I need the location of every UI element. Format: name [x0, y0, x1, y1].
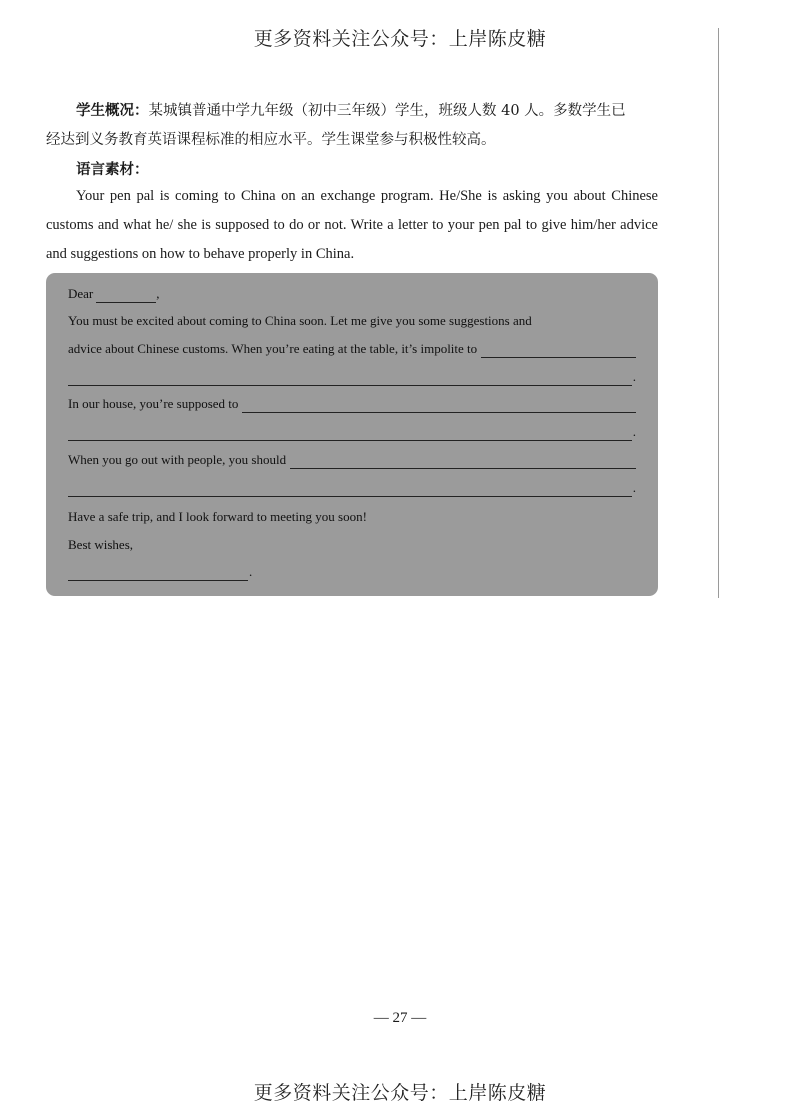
language-material-label: 语言素材： [76, 161, 149, 178]
page-header: 更多资料关注公众号：上岸陈皮糖 [253, 28, 547, 50]
writing-prompt: Your pen pal is coming to China on an exchange program. He/She is asking you about Chinese customs and what he/ she is supposed to do or not. Write a letter to your pen pal to give him/her advice and suggestions on how to behave properly in China. [46, 188, 658, 262]
house-blank-2[interactable] [68, 426, 632, 441]
student-profile-line-1 [46, 96, 666, 126]
table-manners-blank-2[interactable] [68, 371, 632, 386]
letter-intro-line-2 [68, 340, 636, 358]
student-profile-text-1: 某城镇普通中学九年级（初中三年级）学生，班级人数 40 人。多数学生已 [148, 103, 626, 119]
page-footer: 更多资料关注公众号：上岸陈皮糖 [253, 1082, 547, 1104]
signature-blank[interactable] [68, 566, 248, 581]
house-text: In our house, you’re supposed to [68, 396, 239, 411]
house-blank[interactable] [242, 398, 636, 413]
house-line [68, 395, 636, 413]
student-profile-label: 学生概况： [76, 102, 149, 119]
student-profile [46, 96, 666, 155]
outing-blank-2[interactable] [68, 482, 632, 497]
letter-template [46, 273, 658, 596]
student-profile-line-2: 经达到义务教育英语课程标准的相应水平。学生课堂参与积极性较高。 [46, 132, 496, 148]
letter-signoff: Best wishes, [68, 537, 133, 552]
letter-greeting [68, 285, 636, 303]
letter-intro-line-1: You must be excited about coming to China soon. Let me give you some suggestions and [68, 313, 532, 328]
line-period: . [632, 480, 636, 495]
margin-rule [718, 28, 719, 598]
signature-line [68, 563, 636, 581]
outing-text: When you go out with people, you should [68, 452, 287, 467]
house-continuation [68, 423, 636, 441]
line-period: . [249, 564, 253, 579]
recipient-blank[interactable] [96, 288, 156, 303]
greeting-comma: , [156, 286, 160, 301]
page-number: — 27 — [373, 1010, 427, 1026]
greeting-word: Dear [68, 286, 94, 301]
outing-blank[interactable] [290, 454, 636, 469]
letter-intro-text-2: advice about Chinese customs. When you’re eating at the table, it’s impolite to [68, 341, 478, 356]
table-manners-blank[interactable] [481, 343, 636, 358]
line-period: . [632, 369, 636, 384]
outing-line [68, 451, 636, 469]
outing-continuation [68, 479, 636, 497]
table-manners-continuation [68, 368, 636, 386]
letter-closing: Have a safe trip, and I look forward to meeting you soon! [68, 509, 367, 524]
line-period: . [632, 424, 636, 439]
